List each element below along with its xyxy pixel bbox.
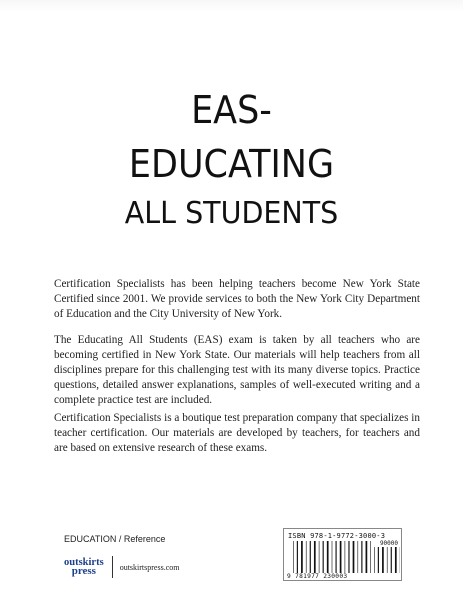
blurb-paragraph-3: Certification Specialists is a boutique test preparation company that specializes in teacher certification. Our materials are developed by teachers, for teachers and are based on extensive research of these exams. (54, 412, 420, 455)
title-line-2: EDUCATING (128, 142, 335, 186)
ean-digits: 9 781977 230003 (287, 573, 348, 580)
isbn-barcode (283, 528, 402, 581)
publisher-url: outskirtspress.com (119, 562, 180, 572)
title-line-1: EAS- (191, 88, 272, 132)
barcode-bars-icon (293, 541, 371, 573)
publisher-logo-line-1: outskirts (64, 557, 104, 568)
blurb-paragraph-2: The Educating All Students (EAS) exam is taken by all teachers who are becoming certified in New York State. Our materials will help teachers from all disciplines prepare for this challenging test with its many diverse topics. Practice questions, detailed answer explanations, samples of well-executed writing and a complete practice test are included. (54, 334, 420, 407)
price-code: 90000 (379, 540, 398, 547)
blurb-paragraph-1: Certification Specialists has been helping teachers become New York State Certified since 2001. We provide services to both the New York City Department of Education and the City University of New York. (54, 278, 420, 321)
publisher-logo-line-2: press (71, 565, 96, 577)
publisher-block (64, 556, 179, 578)
publisher-logo (64, 558, 104, 576)
isbn-text: ISBN 978-1-9772-3000-3 (288, 532, 386, 540)
title-line-3: ALL STUDENTS (124, 196, 339, 231)
publisher-divider (112, 556, 113, 578)
supplemental-barcode-bars-icon (374, 547, 400, 573)
category-label: EDUCATION / Reference (64, 534, 166, 544)
